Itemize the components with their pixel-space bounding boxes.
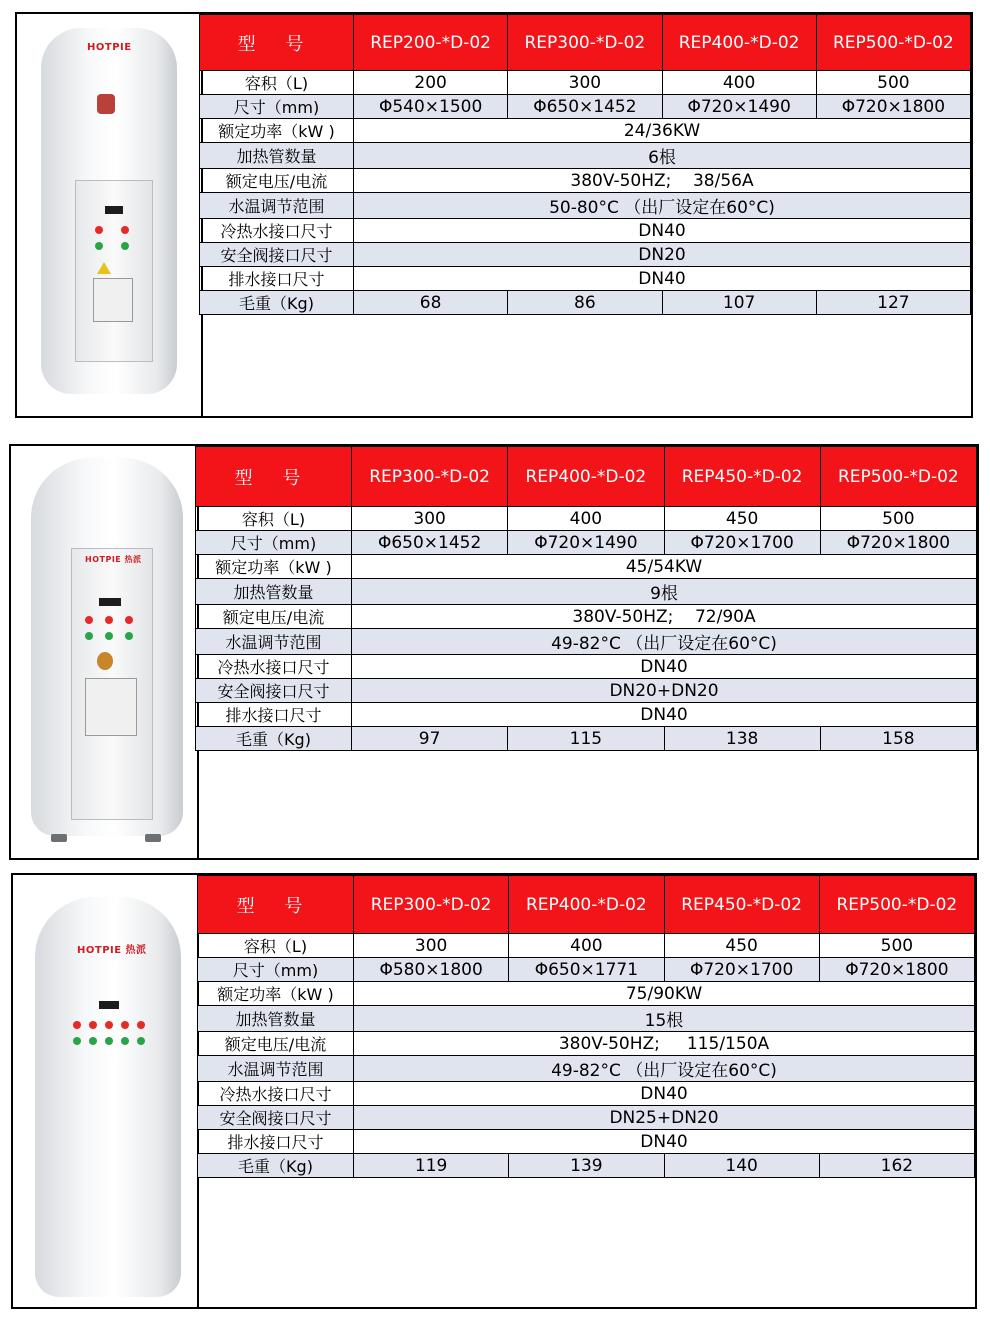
cell-value: Φ540×1500 xyxy=(354,95,508,119)
cell-value: DN20 xyxy=(354,243,971,267)
cell-value: DN40 xyxy=(354,219,971,243)
row-label: 容积（L) xyxy=(198,934,354,958)
model-header: 型 号 xyxy=(196,447,352,507)
model-name: REP200-*D-02 xyxy=(354,15,508,71)
indicator-light-icon xyxy=(125,632,133,640)
cell-value: 200 xyxy=(354,71,508,95)
model-header: 型 号 xyxy=(198,876,354,934)
row-label: 冷热水接口尺寸 xyxy=(196,655,352,679)
display-icon xyxy=(99,598,121,606)
indicator-light-icon xyxy=(137,1037,145,1045)
cell-value: Φ650×1452 xyxy=(352,531,508,555)
indicator-light-icon xyxy=(89,1037,97,1045)
cell-value: 162 xyxy=(819,1154,974,1178)
spec-panel-2 xyxy=(9,444,979,860)
row-label: 安全阀接口尺寸 xyxy=(196,679,352,703)
row-label: 水温调节范围 xyxy=(198,1056,354,1082)
cell-value: 127 xyxy=(816,291,970,315)
cell-value: Φ720×1490 xyxy=(662,95,816,119)
cell-value: Φ720×1800 xyxy=(816,95,970,119)
warning-icon xyxy=(97,262,111,274)
cell-value: 400 xyxy=(662,71,816,95)
model-name: REP500-*D-02 xyxy=(816,15,970,71)
row-label: 冷热水接口尺寸 xyxy=(200,219,354,243)
cell-value: 49-82°C （出厂设定在60°C) xyxy=(354,1056,975,1082)
cell-value: 139 xyxy=(509,1154,664,1178)
cell-value: Φ650×1452 xyxy=(508,95,662,119)
model-name: REP300-*D-02 xyxy=(508,15,662,71)
cell-value: 68 xyxy=(354,291,508,315)
model-header: 型 号 xyxy=(200,15,354,71)
indicator-light-icon xyxy=(73,1037,81,1045)
cell-value: 500 xyxy=(816,71,970,95)
cell-value: 380V-50HZ; 72/90A xyxy=(352,605,977,629)
spec-panel-3 xyxy=(11,873,977,1309)
cell-value: Φ720×1700 xyxy=(664,531,820,555)
row-label: 水温调节范围 xyxy=(200,193,354,219)
model-name: REP300-*D-02 xyxy=(352,447,508,507)
indicator-light-icon xyxy=(73,1021,81,1029)
indicator-light-icon xyxy=(105,1021,113,1029)
indicator-light-icon xyxy=(85,632,93,640)
display-icon xyxy=(99,1001,119,1009)
row-label: 额定电压/电流 xyxy=(200,169,354,193)
spec-table-3 xyxy=(197,875,975,1178)
row-label: 毛重（Kg) xyxy=(200,291,354,315)
cell-value: 400 xyxy=(508,507,664,531)
cell-value: 300 xyxy=(352,507,508,531)
spec-panel-1 xyxy=(15,12,973,418)
row-label: 排水接口尺寸 xyxy=(198,1130,354,1154)
row-label: 加热管数量 xyxy=(200,143,354,169)
cell-value: DN20+DN20 xyxy=(352,679,977,703)
tank-foot xyxy=(51,834,67,842)
row-label: 排水接口尺寸 xyxy=(200,267,354,291)
model-name: REP300-*D-02 xyxy=(354,876,509,934)
cell-value: 107 xyxy=(662,291,816,315)
brand-logo: HOTPIE 热派 xyxy=(85,555,142,564)
row-label: 尺寸（mm) xyxy=(196,531,352,555)
cell-value: DN40 xyxy=(354,267,971,291)
row-label: 冷热水接口尺寸 xyxy=(198,1082,354,1106)
display-icon xyxy=(105,206,123,214)
row-label: 额定电压/电流 xyxy=(196,605,352,629)
tank-foot xyxy=(145,834,161,842)
cell-value: 300 xyxy=(508,71,662,95)
cell-value: Φ650×1771 xyxy=(509,958,664,982)
row-label: 毛重（Kg) xyxy=(196,727,352,751)
indicator-light-icon xyxy=(95,242,103,250)
row-label: 尺寸（mm) xyxy=(198,958,354,982)
model-name: REP400-*D-02 xyxy=(509,876,664,934)
heater-photo-3 xyxy=(13,875,199,1307)
quality-badge-icon xyxy=(97,94,115,114)
row-label: 额定功率（kW ) xyxy=(198,982,354,1006)
cell-value: 86 xyxy=(508,291,662,315)
row-label: 加热管数量 xyxy=(196,579,352,605)
indicator-light-icon xyxy=(121,1021,129,1029)
instruction-sticker xyxy=(85,678,137,736)
cell-value: 115 xyxy=(508,727,664,751)
model-name: REP450-*D-02 xyxy=(664,876,819,934)
cell-value: 380V-50HZ; 115/150A xyxy=(354,1032,975,1056)
row-label: 额定功率（kW ) xyxy=(200,119,354,143)
cell-value: 49-82°C （出厂设定在60°C) xyxy=(352,629,977,655)
cell-value: 450 xyxy=(664,507,820,531)
indicator-light-icon xyxy=(121,242,129,250)
cell-value: 500 xyxy=(820,507,976,531)
cell-value: 15根 xyxy=(354,1006,975,1032)
cell-value: 500 xyxy=(819,934,974,958)
cell-value: 9根 xyxy=(352,579,977,605)
cell-value: 300 xyxy=(354,934,509,958)
model-name: REP500-*D-02 xyxy=(820,447,976,507)
cell-value: 119 xyxy=(354,1154,509,1178)
indicator-light-icon xyxy=(85,616,93,624)
cell-value: Φ720×1800 xyxy=(819,958,974,982)
row-label: 排水接口尺寸 xyxy=(196,703,352,727)
row-label: 加热管数量 xyxy=(198,1006,354,1032)
indicator-light-icon xyxy=(105,616,113,624)
cell-value: DN25+DN20 xyxy=(354,1106,975,1130)
cell-value: 75/90KW xyxy=(354,982,975,1006)
cell-value: 450 xyxy=(664,934,819,958)
row-label: 额定功率（kW ) xyxy=(196,555,352,579)
row-label: 毛重（Kg) xyxy=(198,1154,354,1178)
indicator-light-icon xyxy=(121,1037,129,1045)
cell-value: DN40 xyxy=(354,1082,975,1106)
cell-value: Φ720×1700 xyxy=(664,958,819,982)
indicator-light-icon xyxy=(137,1021,145,1029)
row-label: 安全阀接口尺寸 xyxy=(198,1106,354,1130)
model-name: REP500-*D-02 xyxy=(819,876,974,934)
cell-value: DN40 xyxy=(352,703,977,727)
cell-value: 97 xyxy=(352,727,508,751)
brand-logo: HOTPIE xyxy=(87,42,132,53)
spec-table-1 xyxy=(199,14,971,315)
cell-value: 140 xyxy=(664,1154,819,1178)
cell-value: Φ720×1800 xyxy=(820,531,976,555)
spec-table-2 xyxy=(195,446,977,751)
cell-value: 50-80°C （出厂设定在60°C) xyxy=(354,193,971,219)
indicator-light-icon xyxy=(89,1021,97,1029)
model-name: REP400-*D-02 xyxy=(508,447,664,507)
cell-value: 24/36KW xyxy=(354,119,971,143)
cell-value: Φ580×1800 xyxy=(354,958,509,982)
indicator-light-icon xyxy=(121,226,129,234)
cell-value: 138 xyxy=(664,727,820,751)
indicator-light-icon xyxy=(105,1037,113,1045)
cell-value: 6根 xyxy=(354,143,971,169)
instruction-sticker xyxy=(93,278,133,322)
row-label: 容积（L) xyxy=(196,507,352,531)
cell-value: 45/54KW xyxy=(352,555,977,579)
row-label: 容积（L) xyxy=(200,71,354,95)
indicator-light-icon xyxy=(125,616,133,624)
cell-value: DN40 xyxy=(352,655,977,679)
cell-value: 380V-50HZ; 38/56A xyxy=(354,169,971,193)
model-name: REP450-*D-02 xyxy=(664,447,820,507)
cell-value: 400 xyxy=(509,934,664,958)
row-label: 安全阀接口尺寸 xyxy=(200,243,354,267)
heater-photo-2 xyxy=(11,446,199,858)
heater-photo-1 xyxy=(17,14,203,416)
cell-value: 158 xyxy=(820,727,976,751)
brand-logo: HOTPIE 热派 xyxy=(77,945,147,956)
indicator-light-icon xyxy=(95,226,103,234)
quality-badge-icon xyxy=(97,652,113,670)
model-name: REP400-*D-02 xyxy=(662,15,816,71)
indicator-light-icon xyxy=(105,632,113,640)
row-label: 水温调节范围 xyxy=(196,629,352,655)
cell-value: Φ720×1490 xyxy=(508,531,664,555)
row-label: 额定电压/电流 xyxy=(198,1032,354,1056)
cell-value: DN40 xyxy=(354,1130,975,1154)
row-label: 尺寸（mm) xyxy=(200,95,354,119)
heater-tank xyxy=(35,897,181,1297)
